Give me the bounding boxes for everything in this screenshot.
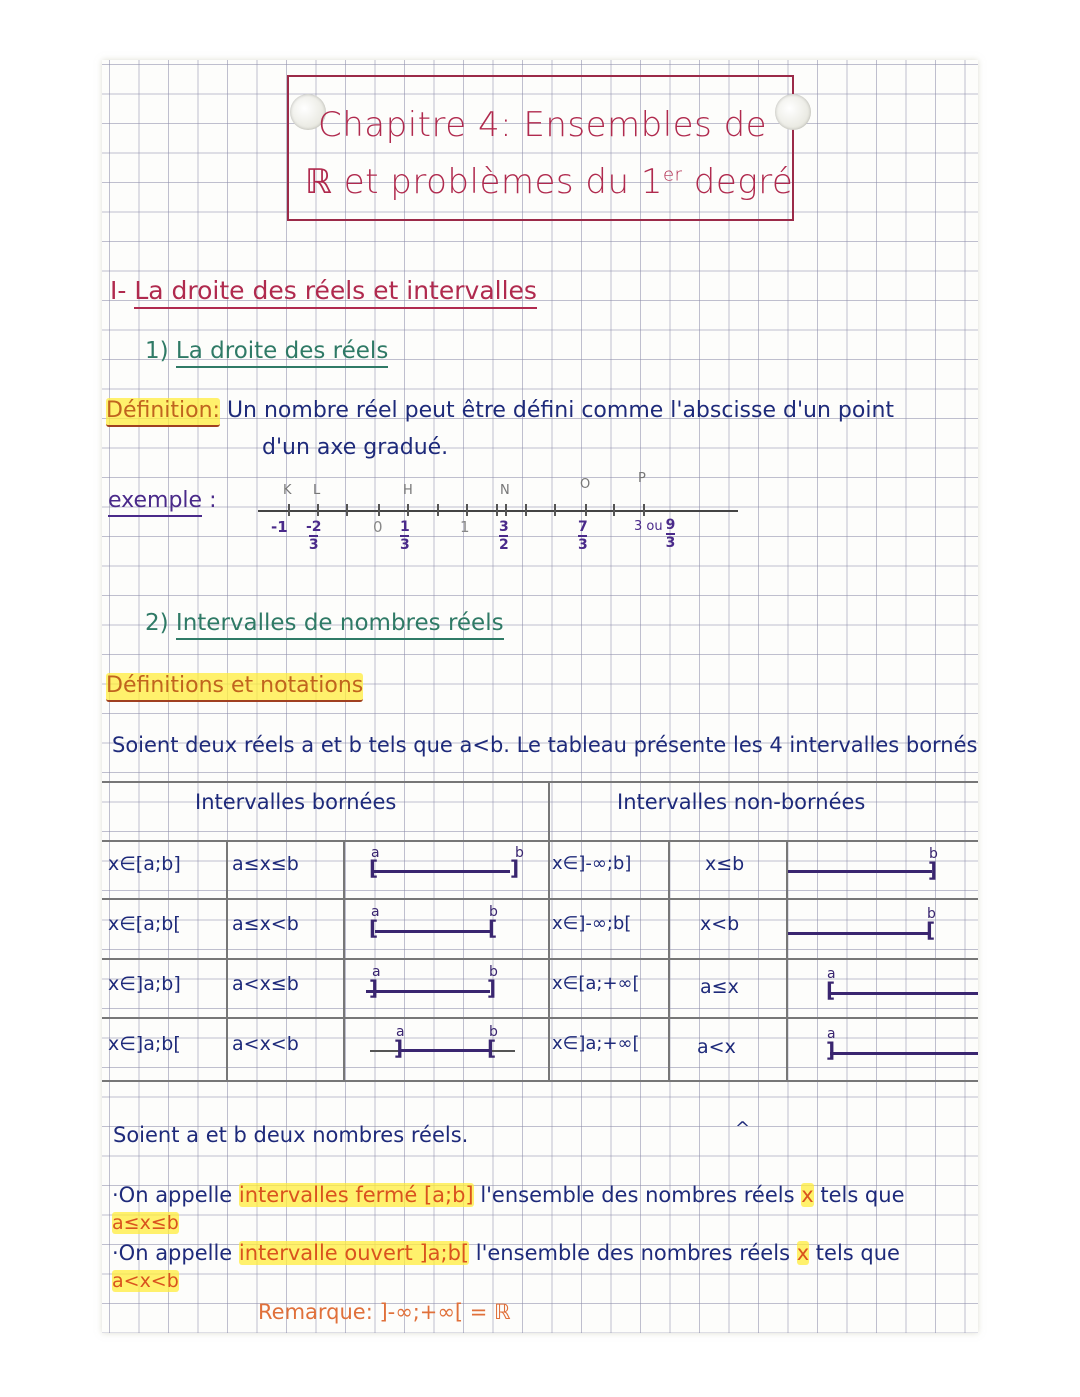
point-K: K <box>283 483 292 498</box>
punch-hole-right <box>775 94 811 130</box>
subsection-heading-1: 1) La droite des réels <box>145 340 388 363</box>
bounded-inequality-closed: a≤x≤b <box>232 853 299 875</box>
tick-mark <box>437 504 439 516</box>
table-col-border <box>668 840 670 1080</box>
tick-mark <box>378 504 380 516</box>
chapter-title-line2: ℝ et problèmes du 1er degré <box>305 162 794 202</box>
bounded-notation-left-open: x∈]a;b] <box>108 973 181 995</box>
example-label: exemple : <box>108 490 217 512</box>
definition-block <box>106 400 894 422</box>
table-row-border <box>102 1017 978 1019</box>
bounded-notation-closed: x∈[a;b] <box>108 853 181 875</box>
table-row-border <box>102 958 978 960</box>
endpoint-a: a <box>827 966 836 982</box>
interval-segment <box>366 990 490 993</box>
label-one: 1 <box>460 518 470 536</box>
right-bracket: [ <box>487 1036 497 1060</box>
unbounded-notation-4: x∈]a;+∞[ <box>552 1033 640 1054</box>
unbounded-inequality-4: a<x <box>697 1036 736 1058</box>
unbounded-inequality-3: a≤x <box>700 976 739 998</box>
endpoint-b: b <box>489 964 498 980</box>
closed-interval-condition: a≤x≤b <box>112 1212 179 1234</box>
endpoint-b: b <box>489 904 498 920</box>
label-seven-thirds: $\frac{7}{3}$ <box>578 519 588 553</box>
label-three-or-nine-thirds: 3 ou $\frac{9}{3}$ <box>634 517 676 551</box>
section-heading: I- La droite des réels et intervalles <box>110 278 537 303</box>
left-bracket: ] <box>394 1036 404 1060</box>
tick-mark <box>643 504 645 516</box>
tick-mark <box>613 504 615 516</box>
tick-mark <box>525 504 527 516</box>
table-col-border <box>786 840 788 1080</box>
right-bracket: [ <box>926 918 936 942</box>
tick-mark <box>554 504 556 516</box>
tick-mark <box>496 504 498 516</box>
interval-segment <box>400 1049 490 1052</box>
endpoint-b: b <box>515 845 524 861</box>
bounded-inequality-left-open: a<x≤b <box>232 973 299 995</box>
unbounded-inequality-2: x<b <box>700 913 740 935</box>
interval-segment <box>373 870 510 873</box>
unbounded-notation-3: x∈[a;+∞[ <box>552 973 640 994</box>
interval-segment <box>375 930 492 933</box>
intervals-intro-text: Soient deux réels a et b tels que a<b. Le tableau présente les 4 intervalles bornés <box>112 733 978 757</box>
closed-interval-definition: ·On appelle intervalles fermé [a;b] l'ensemble des nombres réels x tels que <box>112 1183 905 1207</box>
left-bracket: ] <box>369 976 379 1000</box>
point-O: O <box>580 477 591 492</box>
real-numbers-symbol: ℝ <box>305 162 333 202</box>
definition-text-line2: d'un axe gradué. <box>262 435 449 460</box>
number-line-axis <box>258 510 738 512</box>
endpoint-b: b <box>489 1024 498 1040</box>
right-bracket: ] <box>487 976 497 1000</box>
unbounded-notation-2: x∈]-∞;b[ <box>552 913 632 934</box>
bounded-inequality-open: a<x<b <box>232 1033 299 1055</box>
right-bracket: ] <box>510 856 520 880</box>
endpoint-a: a <box>371 845 380 861</box>
tick-mark <box>585 504 587 516</box>
tick-mark <box>505 504 507 516</box>
endpoint-b: b <box>927 906 936 922</box>
label-one-third: $\frac{1}{3}$ <box>400 519 410 553</box>
table-top-border <box>102 781 978 783</box>
interval-segment <box>788 932 928 935</box>
header-unbounded-intervals: Intervalles non-bornées <box>617 790 866 814</box>
table-col-border <box>226 840 228 1080</box>
point-P: P <box>638 471 646 486</box>
point-H: H <box>403 483 413 498</box>
left-bracket: [ <box>826 978 836 1002</box>
label-minus-two-thirds: $\frac{-2}{3}$ <box>306 519 322 553</box>
table-col-border <box>548 781 550 1080</box>
endpoint-a: a <box>372 964 381 980</box>
interval-segment <box>788 870 932 873</box>
summary-intro: Soient a et b deux nombres réels. <box>113 1123 469 1147</box>
remark: Remarque: ]-∞;+∞[ = ℝ <box>258 1300 511 1324</box>
interval-segment <box>830 1052 978 1055</box>
definition-text-line1: Un nombre réel peut être défini comme l'abscisse d'un point <box>226 398 895 423</box>
left-bracket: ] <box>826 1038 836 1062</box>
endpoint-b: b <box>929 846 938 862</box>
chapter-title-line1: Chapitre 4: Ensembles de <box>318 105 768 145</box>
open-interval-definition: ·On appelle intervalle ouvert ]a;b[ l'ensemble des nombres réels x tels que <box>112 1241 900 1265</box>
bounded-notation-right-open: x∈[a;b[ <box>108 913 181 935</box>
left-bracket: [ <box>369 856 379 880</box>
header-bounded-intervals: Intervalles bornées <box>195 790 397 814</box>
right-bracket: ] <box>928 858 938 882</box>
table-col-border <box>343 840 345 1080</box>
definitions-notations-label: Définitions et notations <box>106 675 363 697</box>
endpoint-a: a <box>396 1024 405 1040</box>
table-bottom-border <box>102 1080 978 1082</box>
table-header-border <box>102 840 978 842</box>
definition-label: Définition: <box>106 398 220 427</box>
subsection-heading-2: 2) Intervalles de nombres réels <box>145 612 504 635</box>
unbounded-notation-1: x∈]-∞;b] <box>552 853 632 874</box>
label-minus-one: -1 <box>271 518 288 536</box>
open-interval-condition: a<x<b <box>112 1270 179 1292</box>
tick-mark <box>288 504 290 516</box>
tick-mark <box>346 504 348 516</box>
caret-mark: ^ <box>735 1118 751 1139</box>
point-N: N <box>500 483 510 498</box>
label-zero: 0 <box>373 518 383 536</box>
unbounded-inequality-1: x≤b <box>705 853 745 875</box>
tick-mark <box>317 504 319 516</box>
tick-mark <box>466 504 468 516</box>
tick-mark <box>407 504 409 516</box>
endpoint-a: a <box>371 904 380 920</box>
point-L: L <box>313 483 321 498</box>
label-three-halves: $\frac{3}{2}$ <box>499 519 509 553</box>
right-bracket: [ <box>488 916 498 940</box>
bounded-inequality-right-open: a≤x<b <box>232 913 299 935</box>
table-row-border <box>102 898 978 900</box>
interval-segment <box>830 992 978 995</box>
bounded-notation-open: x∈]a;b[ <box>108 1033 181 1055</box>
left-bracket: [ <box>369 916 379 940</box>
endpoint-a: a <box>827 1026 836 1042</box>
